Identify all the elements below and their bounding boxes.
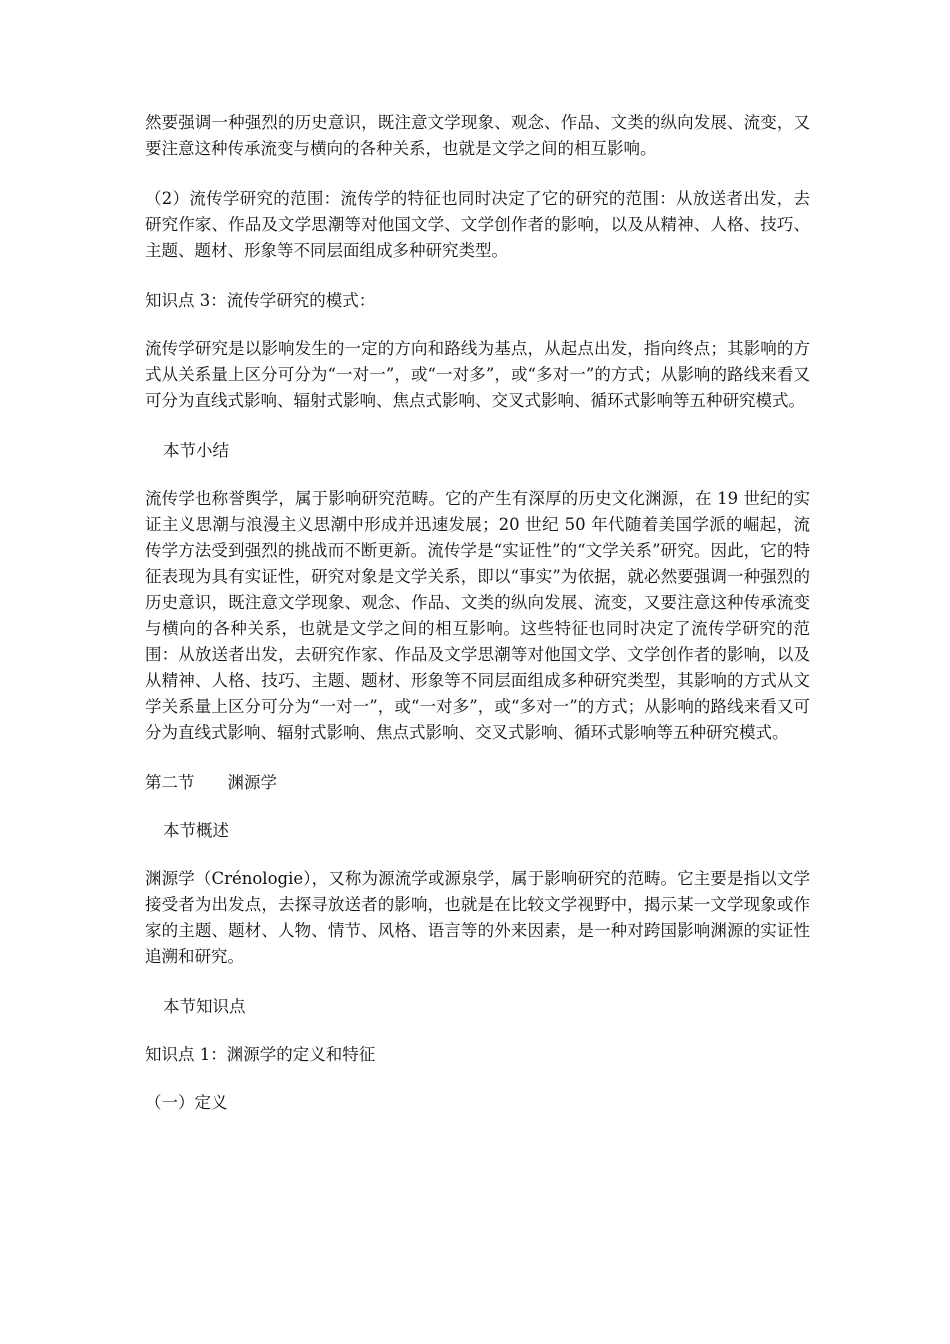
document-page bbox=[145, 110, 810, 1138]
body-paragraph-crenologie-overview: 渊源学（Crénologie），又称为源流学或源泉学，属于影响研究的范畴。它主要是指以文学接受者为出发点，去探寻放送者的影响，也就是在比较文学视野中，揭示某一文学现象或作家的主题、题材、人物、情节、风格、语言等的外来因素，是一种对跨国影响渊源的实证性追溯和研究。 bbox=[145, 869, 810, 966]
section-knowledge-points-heading: 本节知识点 bbox=[163, 997, 246, 1016]
body-paragraph-research-modes: 流传学研究是以影响发生的一定的方向和路线为基点，从起点出发，指向终点；其影响的方式从关系量上区分可分为“一对一”，或“一对多”，或“多对一”的方式；从影响的路线来看又可分为直线式影响、辐射式影响、焦点式影响、交叉式影响、循环式影响等五种研究模式。 bbox=[145, 339, 810, 410]
section-summary-heading: 本节小结 bbox=[163, 441, 229, 460]
body-paragraph-research-scope: （2）流传学研究的范围：流传学的特征也同时决定了它的研究的范围：从放送者出发，去研究作家、作品及文学思潮等对他国文学、文学创作者的影响，以及从精神、人格、技巧、主题、题材、形象等不同层面组成多种研究类型。 bbox=[145, 189, 810, 260]
section-2-title: 第二节 渊源学 bbox=[145, 773, 277, 792]
knowledge-point-1-heading: 知识点 1：渊源学的定义和特征 bbox=[145, 1045, 376, 1064]
section-overview-heading: 本节概述 bbox=[163, 821, 229, 840]
body-paragraph-summary: 流传学也称誉舆学，属于影响研究范畴。它的产生有深厚的历史文化渊源，在 19 世纪的实证主义思潮与浪漫主义思潮中形成并迅速发展；20 世纪 50 年代随着美国学派的崛起，流传学方法受到强烈的挑战而不断更新。流传学是“实证性”的“文学关系”研究。因此，它的特征表现为具有实证性，研究对象是文学关系，即以“事实”为依据，就必然要强调一种强烈的历史意识，既注意文学现象、观念、作品、文类的纵向发展、流变，又要注意这种传承流变与横向的各种关系，也就是文学之间的相互影响。这些特征也同时决定了流传学研究的范围：从放送者出发，去研究作家、作品及文学思潮等对他国文学、文学创作者的影响，以及从精神、人格、技巧、主题、题材、形象等不同层面组成多种研究类型，其影响的方式从文学关系量上区分可分为“一对一”，或“一对多”，或“多对一”的方式；从影响的路线来看又可分为直线式影响、辐射式影响、焦点式影响、交叉式影响、循环式影响等五种研究模式。 bbox=[145, 489, 810, 742]
body-paragraph-historical-awareness: 然要强调一种强烈的历史意识，既注意文学现象、观念、作品、文类的纵向发展、流变，又要注意这种传承流变与横向的各种关系，也就是文学之间的相互影响。 bbox=[145, 113, 810, 158]
definition-subheading: （一）定义 bbox=[145, 1093, 228, 1112]
knowledge-point-3-heading: 知识点 3：流传学研究的模式： bbox=[145, 291, 376, 310]
